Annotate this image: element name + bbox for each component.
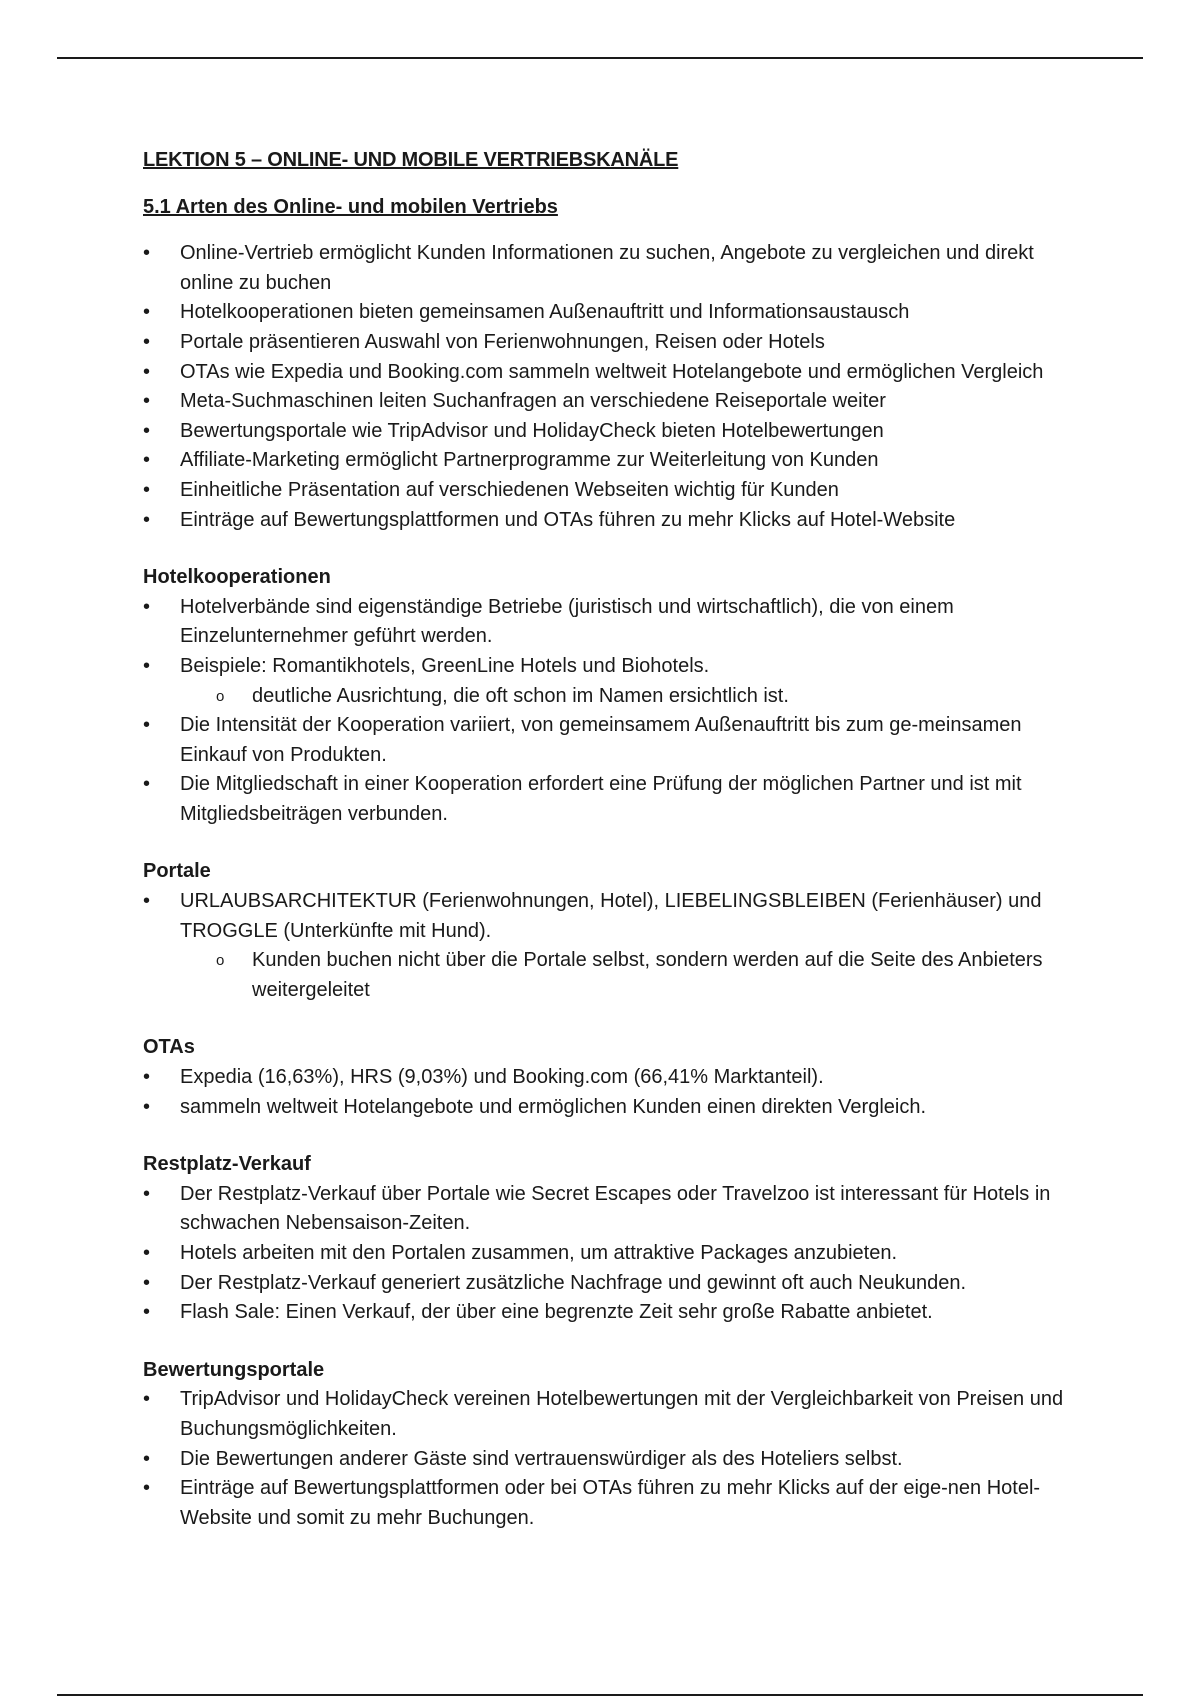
- list-item: [143, 652, 1083, 682]
- heading-otas: OTAs: [143, 1036, 195, 1059]
- list-item: • Portale präsentieren Auswahl von Ferienwohnungen, Reisen oder Hotels: [143, 328, 1083, 358]
- list-item: • Der Restplatz-Verkauf generiert zusätzliche Nachfrage und gewinnt oft auch Neukunden.: [143, 1269, 1083, 1299]
- section-bewertungsportale: [143, 1356, 1083, 1534]
- list-item: • Affiliate-Marketing ermöglicht Partnerprogramme zur Weiterleitung von Kunden: [143, 446, 1083, 476]
- list-item: • URLAUBSARCHITEKTUR (Ferienwohnungen, Hotel), LIEBELINGSBLEIBEN (Ferienhäuser) und TROGGLE (Unterkünfte mit Hund).: [143, 887, 1083, 946]
- document-title: LEKTION 5 – ONLINE- UND MOBILE VERTRIEBSKANÄLE: [143, 149, 679, 171]
- list-item: • Meta-Suchmaschinen leiten Suchanfragen an verschiedene Reiseportale weiter: [143, 387, 1083, 417]
- list-item-text: Beispiele: Romantikhotels, GreenLine Hotels und Biohotels.: [180, 654, 710, 677]
- list-item: • Einträge auf Bewertungsplattformen oder bei OTAs führen zu mehr Klicks auf der eige-nen Hotel-Website und somit zu mehr Buchungen.: [143, 1474, 1083, 1533]
- list-item: • Die Bewertungen anderer Gäste sind vertrauenswürdiger als des Hoteliers selbst.: [143, 1445, 1083, 1475]
- heading-bewertungsportale: Bewertungsportale: [143, 1358, 325, 1381]
- list-item: • Einträge auf Bewertungsplattformen und OTAs führen zu mehr Klicks auf Hotel-Website: [143, 506, 1083, 536]
- list-item: • Einheitliche Präsentation auf verschiedenen Webseiten wichtig für Kunden: [143, 476, 1083, 506]
- list-item: • Hotelkooperationen bieten gemeinsamen Außenauftritt und Informationsaustausch: [143, 298, 1083, 328]
- hotelkooperationen-list-cont: [143, 711, 1083, 829]
- list-item: • Hotels arbeiten mit den Portalen zusammen, um attraktive Packages anzubieten.: [143, 1239, 1083, 1269]
- list-item: • Online-Vertrieb ermöglicht Kunden Informationen zu suchen, Angebote zu vergleichen und direkt online zu buchen: [143, 239, 1083, 298]
- otas-list: [143, 1063, 1083, 1122]
- restplatz-list: [143, 1180, 1083, 1328]
- top-rule: [57, 57, 1143, 59]
- hotelkooperationen-sublist: [143, 682, 1083, 712]
- bewertungsportale-list: [143, 1385, 1083, 1533]
- heading-restplatz: Restplatz-Verkauf: [143, 1153, 311, 1176]
- bottom-rule: [57, 1694, 1143, 1696]
- heading-portale: Portale: [143, 860, 211, 883]
- sub-list-item: o Kunden buchen nicht über die Portale selbst, sondern werden auf die Seite des Anbieters weitergeleitet: [143, 946, 1083, 1005]
- portale-list: [143, 887, 1083, 946]
- list-item: • Der Restplatz-Verkauf über Portale wie Secret Escapes oder Travelzoo ist interessant für Hotels in schwachen Nebensaison-Zeiten.: [143, 1180, 1083, 1239]
- list-item: • sammeln weltweit Hotelangebote und ermöglichen Kunden einen direkten Vergleich.: [143, 1093, 1083, 1123]
- heading-hotelkooperationen: Hotelkooperationen: [143, 566, 331, 589]
- list-item: • Bewertungsportale wie TripAdvisor und HolidayCheck bieten Hotelbewertungen: [143, 417, 1083, 447]
- section-portale: [143, 857, 1083, 1005]
- section-otas: [143, 1033, 1083, 1122]
- section-5-1-list: [143, 239, 1083, 535]
- list-item: • Expedia (16,63%), HRS (9,03%) und Booking.com (66,41% Marktanteil).: [143, 1063, 1083, 1093]
- list-item: • Die Intensität der Kooperation variiert, von gemeinsamem Außenauftritt bis zum ge-meinsamen Einkauf von Produkten.: [143, 711, 1083, 770]
- section-restplatz: [143, 1150, 1083, 1328]
- list-item: • Die Mitgliedschaft in einer Kooperation erfordert eine Prüfung der möglichen Partner und ist mit Mitgliedsbeiträgen verbunden.: [143, 770, 1083, 829]
- document-body: [143, 146, 1083, 1533]
- list-item: • Flash Sale: Einen Verkauf, der über eine begrenzte Zeit sehr große Rabatte anbietet.: [143, 1298, 1083, 1328]
- section-heading-5-1: 5.1 Arten des Online- und mobilen Vertriebs: [143, 195, 558, 218]
- hotelkooperationen-list: [143, 593, 1083, 682]
- list-item: • TripAdvisor und HolidayCheck vereinen Hotelbewertungen mit der Vergleichbarkeit von Preisen und Buchungsmöglichkeiten.: [143, 1385, 1083, 1444]
- sub-list-item: o deutliche Ausrichtung, die oft schon im Namen ersichtlich ist.: [143, 682, 1083, 712]
- list-item: • OTAs wie Expedia und Booking.com sammeln weltweit Hotelangebote und ermöglichen Vergleich: [143, 358, 1083, 388]
- section-hotelkooperationen: [143, 563, 1083, 829]
- list-item: • Hotelverbände sind eigenständige Betriebe (juristisch und wirtschaftlich), die von einem Einzelunternehmer geführt werden.: [143, 593, 1083, 652]
- portale-sublist: [143, 946, 1083, 1005]
